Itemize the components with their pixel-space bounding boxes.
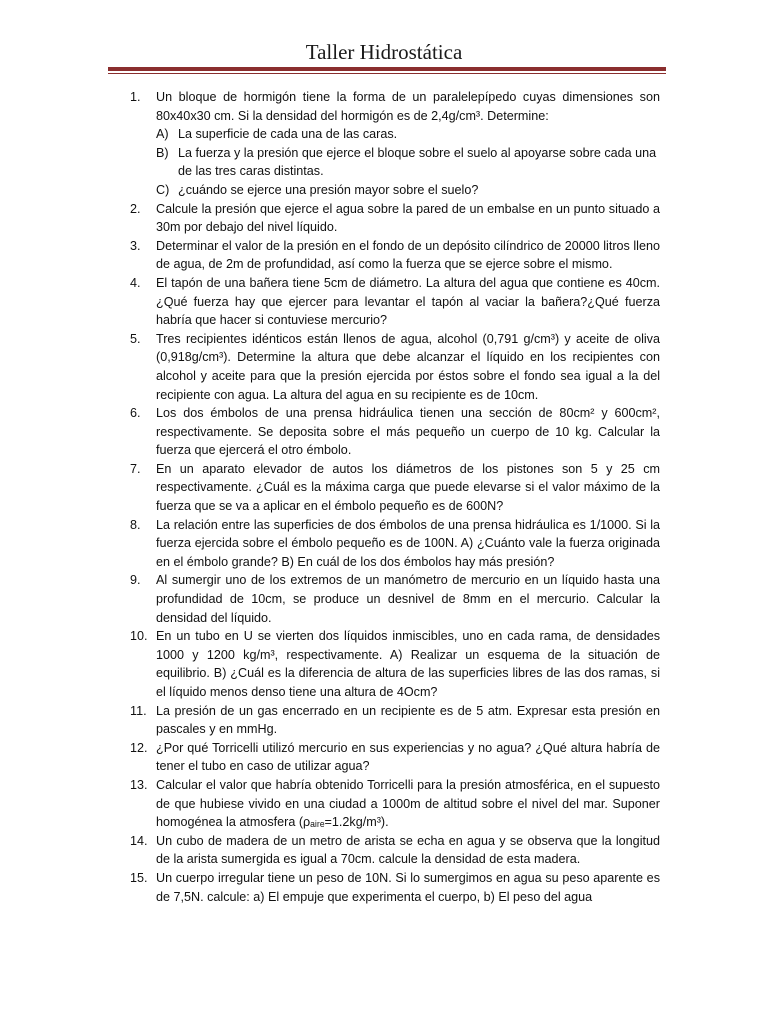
exercise-text: Calcule la presión que ejerce el agua sobre la pared de un embalse en un punto situado a 30m por debajo del nivel líquido. [156,201,660,235]
exercise-item [110,702,660,739]
exercise-item [110,274,660,330]
exercise-number: 8. [130,517,141,532]
exercise-item [110,739,660,776]
exercise-item [110,571,660,627]
exercise-number: 12. [130,740,148,755]
exercise-item [110,832,660,869]
sub-item [110,181,660,200]
exercise-item [110,516,660,572]
exercise-item [110,237,660,274]
sub-item-letter: B) [156,145,169,160]
exercise-item [110,88,660,125]
exercise-number: 6. [130,406,141,421]
sub-item-text: ¿cuándo se ejerce una presión mayor sobre el suelo? [178,182,479,197]
sub-item-text: La fuerza y la presión que ejerce el bloque sobre el suelo al apoyarse sobre cada una de las tres caras distintas. [178,145,657,179]
exercise-item [110,330,660,404]
exercise-number: 10. [130,629,148,644]
exercise-number: 5. [130,331,141,346]
exercise-number: 7. [130,461,141,476]
exercise-number: 11. [130,703,147,718]
exercise-text: El tapón de una bañera tiene 5cm de diámetro. La altura del agua que contiene es 40cm. ¿Qué fuerza hay que ejercer para levantar el tapón al vaciar la bañera?¿Qué fuerza habría que hacer si contuviese mercurio? [156,275,660,328]
exercise-item [110,460,660,516]
page-title: Taller Hidrostática [305,40,463,64]
exercise-item [110,200,660,237]
exercise-text: Un cuerpo irregular tiene un peso de 10N. Si lo sumergimos en agua su peso aparente es de 7,5N. calcule: a) El empuje que experimenta el cuerpo, b) El peso del agua [156,870,660,904]
title-rule-thin [108,73,666,74]
exercise-item [110,404,660,460]
sub-item [110,125,660,144]
exercise-text: En un tubo en U se vierten dos líquidos inmiscibles, uno en cada rama, de densidades 1000 y 1200 kg/m³, respectivamente. A) Realizar un esquema de la situación de equilibrio. B) ¿Cuál es la diferencia de altura de las superficies libres de las dos ramas, si el líquido menos denso tiene una altura de 4Ocm? [156,629,660,699]
exercise-number: 9. [130,573,141,588]
sub-item-text: La superficie de cada una de las caras. [178,127,398,142]
exercise-number: 13. [130,777,148,792]
exercise-text: Un cubo de madera de un metro de arista se echa en agua y se observa que la longitud de la arista sumergida es igual a 70cm. calcule la densidad de esta madera. [156,833,660,867]
sub-item-letter: C) [156,182,170,197]
exercise-list [110,88,660,906]
exercise-item [110,776,660,832]
sub-item-letter: A) [156,127,169,142]
exercise-text: Calcular el valor que habría obtenido Torricelli para la presión atmosférica, en el supuesto de que hubiese vivido en una ciudad a 1000m de altitud sobre el nivel del mar. Suponer homogénea la atmosfera (ρₐᵢᵣₑ=1.2kg/m³). [156,777,660,830]
exercise-number: 1. [130,90,141,104]
exercise-number: 2. [130,201,141,216]
exercise-text: La presión de un gas encerrado en un recipiente es de 5 atm. Expresar esta presión en pascales y en mmHg. [156,703,660,737]
exercise-text: Al sumergir uno de los extremos de un manómetro de mercurio en un líquido hasta una profundidad de 10cm, se produce un desnivel de 8mm en el mercurio. Calcular la densidad del líquido. [156,573,660,625]
title-rule-thick [108,67,666,71]
exercise-number: 4. [130,275,141,290]
exercise-text: La relación entre las superficies de dos émbolos de una prensa hidráulica es 1/1000. Si la fuerza ejercida sobre el émbolo pequeño es de 100N. A) ¿Cuánto vale la fuerza originada en el émbolo grande? B) En cuál de los dos émbolos hay más presión? [156,517,660,569]
exercise-number: 15. [130,870,148,885]
sub-item [110,144,660,181]
exercise-text: Los dos émbolos de una prensa hidráulica tienen una sección de 80cm² y 600cm², respectivamente. Se deposita sobre el más pequeño un cuerpo de 10 kg. Calcular la fuerza que ejercerá el otro émbolo. [156,406,660,458]
exercise-item [110,869,660,906]
exercise-number: 3. [130,238,141,253]
exercise-text: Determinar el valor de la presión en el fondo de un depósito cilíndrico de 20000 litros lleno de agua, de 2m de profundidad, así como la fuerza que se ejerce sobre el mismo. [156,238,660,272]
exercise-item [110,627,660,701]
exercise-text: Un bloque de hormigón tiene la forma de un paralelepípedo cuyas dimensiones son 80x40x30 cm. Si la densidad del hormigón es de 2,4g/cm³. Determine: [156,90,660,123]
exercise-text: ¿Por qué Torricelli utilizó mercurio en sus experiencias y no agua? ¿Qué altura habría de tener el tubo en caso de utilizar agua? [156,740,660,774]
exercise-number: 14. [130,833,148,848]
exercise-text: En un aparato elevador de autos los diámetros de los pistones son 5 y 25 cm respectivamente. ¿Cuál es la máxima carga que puede elevarse si el valor máximo de la fuerza que se va a aplicar en el émbolo pequeño es de 600N? [156,461,660,514]
exercise-text: Tres recipientes idénticos están llenos de agua, alcohol (0,791 g/cm³) y aceite de oliva (0,918g/cm³). Determine la altura que debe alcanzar el líquido en los recipientes con alcohol y aceite para que la presión ejercida por éstos sobre el fondo sea igual a la del recipiente con agua. La altura del agua en su recipiente es de 10cm. [156,331,660,402]
